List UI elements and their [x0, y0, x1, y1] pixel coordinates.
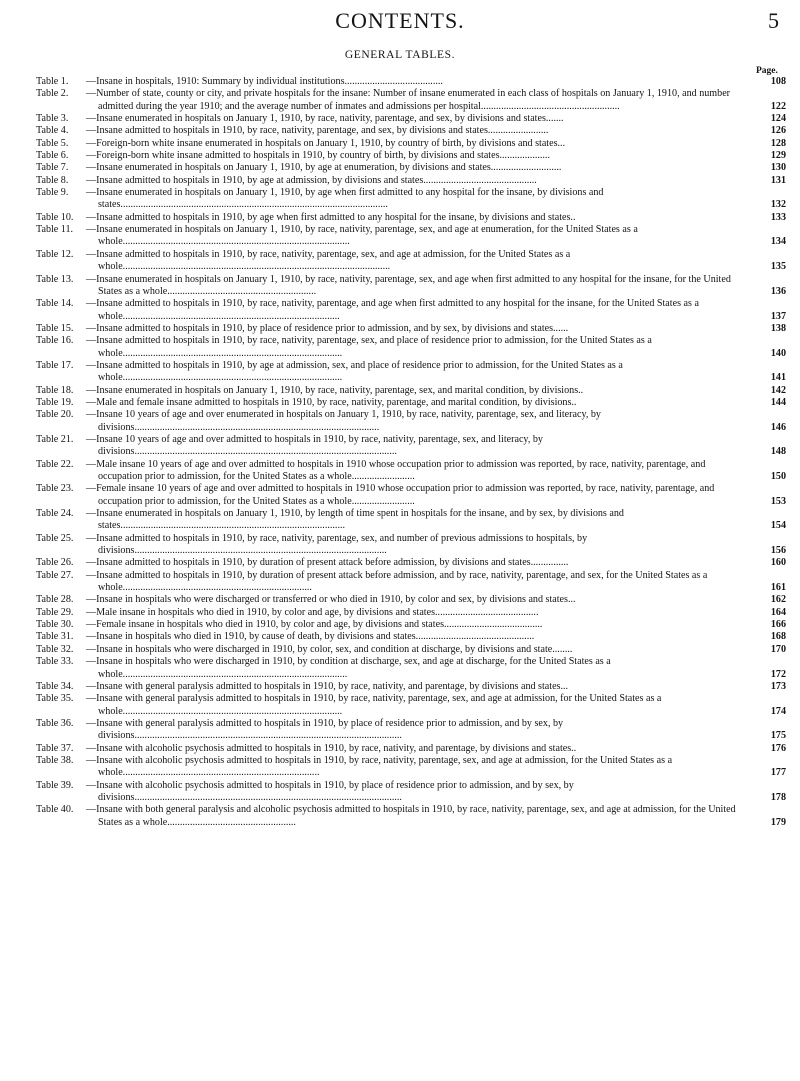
- page-reference: 179: [770, 816, 786, 828]
- toc-entry: [36, 594, 794, 606]
- table-description: —Insane admitted to hospitals in 1910, by race, nativity, parentage, sex, and place of residence prior to admission, for the United States as a whole.......................................................................................: [86, 335, 652, 359]
- table-label: Table 39.: [36, 779, 74, 791]
- page-reference: 135: [770, 261, 786, 273]
- table-description: —Insane in hospitals who were discharged in 1910, by color, sex, and condition at discharge, by divisions and state........: [86, 643, 573, 655]
- table-label: Table 36.: [36, 717, 74, 729]
- table-description: —Insane admitted to hospitals in 1910, by race, nativity, parentage, sex, and age at admission, for the United States as a whole..........................................................................................................: [86, 248, 571, 273]
- toc-entry: [36, 631, 794, 643]
- toc-entry: [36, 323, 794, 335]
- table-label: Table 10.: [36, 211, 74, 223]
- table-description: —Insane enumerated in hospitals on January 1, 1910, by race, nativity, parentage, and sex, by divisions and states.......: [86, 113, 564, 125]
- table-description: —Insane admitted to hospitals in 1910, by age at admission, sex, and place of residence prior to admission, for the United States as a whole.......................................................................................: [86, 359, 623, 384]
- page-header: [0, 0, 800, 40]
- page-reference: 132: [770, 199, 786, 211]
- table-label: Table 34.: [36, 680, 74, 692]
- page-reference: 174: [770, 705, 786, 717]
- page-reference: 161: [770, 582, 786, 594]
- toc-entry: [36, 385, 794, 397]
- table-description: —Male insane 10 years of age and over admitted to hospitals in 1910 whose occupation prior to admission was reported, by race, nativity, parentage, and occupation prior to admission, for the United States as a whole.........................: [86, 458, 706, 482]
- toc-entry: [36, 656, 794, 681]
- page-reference: 176: [770, 742, 786, 754]
- page-number: 5: [768, 8, 779, 33]
- page-reference: 136: [770, 285, 786, 297]
- table-label: Table 30.: [36, 619, 74, 631]
- toc-entry: [36, 459, 794, 484]
- toc-entry: [36, 335, 794, 360]
- table-label: Table 11.: [36, 224, 74, 236]
- page-reference: 154: [770, 520, 786, 532]
- table-label: Table 4.: [36, 125, 69, 137]
- toc-entry: [36, 508, 794, 533]
- toc-entry: [36, 718, 794, 743]
- toc-entry: [36, 693, 794, 718]
- page-reference: 153: [770, 495, 786, 507]
- page-reference: 170: [770, 643, 786, 655]
- page-reference: 130: [770, 162, 786, 174]
- table-description: —Insane enumerated in hospitals on January 1, 1910, by age at enumeration, by divisions and states............................: [86, 162, 562, 174]
- page-reference: 156: [770, 545, 786, 557]
- table-label: Table 12.: [36, 248, 74, 260]
- table-label: Table 32.: [36, 643, 74, 655]
- table-description: —Insane enumerated in hospitals on January 1, 1910, by race, nativity, parentage, sex, and age at enumeration, for the United States as a whole..........................................................................................: [86, 224, 638, 248]
- toc-entry: [36, 125, 794, 137]
- toc-entry: [36, 557, 794, 569]
- table-description: —Insane enumerated in hospitals on January 1, 1910, by length of time spent in hospitals for the insane, and by sex, by divisions and states.........................................................................................: [86, 508, 624, 532]
- page-reference: 129: [770, 150, 786, 162]
- table-label: Table 31.: [36, 631, 74, 643]
- table-label: Table 25.: [36, 532, 74, 544]
- table-description: —Insane with both general paralysis and alcoholic psychosis admitted to hospitals in 1910, by race, nativity, parentage, sex, and age at admission, for the United States as a whole...................................................: [86, 804, 736, 828]
- page-reference: 177: [770, 767, 786, 779]
- page-reference: 137: [770, 310, 786, 322]
- table-label: Table 14.: [36, 298, 74, 310]
- page-reference: 160: [770, 557, 786, 569]
- table-label: Table 2.: [36, 88, 69, 100]
- table-description: —Insane 10 years of age and over enumerated in hospitals on January 1, 1910, by race, nativity, parentage, sex, and literacy, by divisions.................................................................................................: [86, 409, 601, 433]
- page-reference: 164: [770, 606, 786, 618]
- table-label: Table 9.: [36, 187, 69, 199]
- table-description: —Insane enumerated in hospitals on January 1, 1910, by race, nativity, parentage, sex, and age when first admitted to any hospital for the insane, for the United States as a whole...........................................................: [86, 273, 731, 297]
- toc-entry: [36, 619, 794, 631]
- page-reference: 138: [770, 322, 786, 334]
- table-description: —Insane in hospitals who were discharged in 1910, by condition at discharge, sex, and age at discharge, for the United States as a whole.........................................................................................: [86, 656, 611, 680]
- page-reference: 134: [770, 236, 786, 248]
- toc-entry: [36, 483, 794, 508]
- page-reference: 146: [770, 421, 786, 433]
- toc-entry: [36, 76, 794, 88]
- page-reference: 126: [770, 125, 786, 137]
- table-label: Table 38.: [36, 754, 74, 766]
- table-description: —Female insane 10 years of age and over admitted to hospitals in 1910 whose occupation prior to admission was reported, by race, nativity, parentage, and occupation prior to admission, for the United States as a whole.........................: [86, 483, 715, 507]
- toc-entry: [36, 434, 794, 459]
- table-description: —Insane in hospitals who died in 1910, by cause of death, by divisions and states...............................................: [86, 631, 535, 643]
- page-reference: 128: [770, 137, 786, 149]
- table-description: —Insane in hospitals, 1910: Summary by individual institutions.......................................: [86, 76, 443, 87]
- table-description: —Insane with general paralysis admitted to hospitals in 1910, by place of residence prior to admission, and by sex, by divisions..........................................................................................................: [86, 717, 564, 742]
- table-of-contents: [36, 76, 794, 829]
- table-label: Table 5.: [36, 137, 69, 149]
- table-description: —Insane enumerated in hospitals on January 1, 1910, by age when first admitted to any hospital for the insane, by divisions and states..........................................................................................................: [86, 187, 604, 211]
- table-description: —Insane admitted to hospitals in 1910, by age at admission, by divisions and states.............................................: [86, 174, 537, 186]
- page-reference: 175: [770, 730, 786, 742]
- table-label: Table 29.: [36, 606, 74, 618]
- toc-entry: [36, 533, 794, 558]
- page-reference: 148: [770, 446, 786, 458]
- table-description: —Insane admitted to hospitals in 1910, by duration of present attack before admission, and by race, nativity, parentage, and sex, for the United States as a whole...........................................................................: [86, 569, 708, 594]
- page-reference: 124: [770, 113, 786, 125]
- toc-entry: [36, 113, 794, 125]
- table-label: Table 40.: [36, 804, 74, 816]
- table-label: Table 20.: [36, 409, 74, 421]
- toc-entry: [36, 249, 794, 274]
- table-label: Table 33.: [36, 656, 74, 668]
- table-description: —Insane with general paralysis admitted to hospitals in 1910, by race, nativity, and parentage, by divisions and states...: [86, 680, 569, 692]
- running-title: CONTENTS.: [335, 8, 465, 33]
- toc-entry: [36, 570, 794, 595]
- page-reference: 168: [770, 631, 786, 643]
- table-label: Table 7.: [36, 162, 69, 174]
- page-reference: 141: [770, 372, 786, 384]
- table-description: —Insane admitted to hospitals in 1910, by race, nativity, parentage, and age when first admitted to any hospital for the insane, for the United States as a whole......................................................................................: [86, 298, 699, 322]
- table-description: —Insane admitted to hospitals in 1910, by age when first admitted to any hospital for the insane, by divisions and states..: [86, 211, 576, 223]
- table-label: Table 19.: [36, 396, 74, 408]
- table-label: Table 26.: [36, 557, 74, 569]
- page-reference: 133: [770, 211, 786, 223]
- toc-entry: [36, 360, 794, 385]
- page-reference: 131: [770, 174, 786, 186]
- table-description: —Male and female insane admitted to hospitals in 1910, by race, nativity, parentage, and marital condition, by divisions..: [86, 396, 577, 408]
- table-description: —Female insane in hospitals who died in 1910, by color and age, by divisions and states.......................................: [86, 619, 543, 631]
- table-description: —Insane with alcoholic psychosis admitted to hospitals in 1910, by race, nativity, parentage, sex, and age at admission, for the United States as a whole..............................................................................: [86, 754, 673, 779]
- table-label: Table 18.: [36, 384, 74, 396]
- table-description: —Insane admitted to hospitals in 1910, by race, nativity, parentage, and sex, by divisions and states........................: [86, 125, 549, 137]
- toc-entry: [36, 743, 794, 755]
- toc-entry: [36, 409, 794, 434]
- table-description: —Male insane in hospitals who died in 1910, by color and age, by divisions and states.........................................: [86, 606, 539, 618]
- table-description: —Insane 10 years of age and over admitted to hospitals in 1910, by race, nativity, parentage, sex, and literacy, by divisions........................................................................................................: [86, 433, 543, 458]
- toc-entry: [36, 162, 794, 174]
- page-reference: 150: [770, 471, 786, 482]
- table-label: Table 37.: [36, 742, 74, 754]
- toc-entry: [36, 175, 794, 187]
- table-label: Table 15.: [36, 322, 74, 334]
- table-label: Table 27.: [36, 569, 74, 581]
- table-label: Table 16.: [36, 335, 74, 347]
- table-label: Table 23.: [36, 483, 74, 495]
- page-reference: 172: [770, 668, 786, 680]
- page-reference: 144: [770, 396, 786, 408]
- table-label: Table 35.: [36, 693, 74, 705]
- toc-entry: [36, 681, 794, 693]
- table-label: Table 8.: [36, 174, 69, 186]
- table-label: Table 6.: [36, 150, 69, 162]
- section-title: GENERAL TABLES.: [344, 49, 456, 61]
- table-description: —Number of state, county or city, and private hospitals for the insane: Number of insane enumerated in each class of hospitals on January 1, 1910, and number admitted during the year 1910; and the average number of inmates and admissions per hospital.......................................................: [86, 88, 731, 112]
- toc-entry: [36, 150, 794, 162]
- toc-entry: [36, 755, 794, 780]
- toc-entry: [36, 274, 794, 299]
- table-description: —Insane with general paralysis admitted to hospitals in 1910, by race, nativity, parentage, sex, and age at admission, for the United States as a whole.......................................................................................: [86, 693, 662, 717]
- page-reference: 166: [770, 619, 786, 631]
- page-column-label: Page.: [756, 66, 778, 76]
- toc-entry: [36, 607, 794, 619]
- toc-entry: [36, 212, 794, 224]
- table-label: Table 28.: [36, 594, 74, 606]
- page-reference: 173: [770, 680, 786, 692]
- toc-entry: [36, 224, 794, 249]
- table-label: Table 1.: [36, 76, 69, 87]
- table-label: Table 17.: [36, 359, 74, 371]
- page-reference: 122: [770, 100, 786, 112]
- toc-entry: [36, 88, 794, 113]
- toc-entry: [36, 187, 794, 212]
- table-description: —Foreign-born white insane admitted to hospitals in 1910, by country of birth, by divisions and states....................: [86, 150, 550, 162]
- page-reference: 142: [770, 384, 786, 396]
- toc-entry: [36, 298, 794, 323]
- table-description: —Insane with alcoholic psychosis admitted to hospitals in 1910, by place of residence prior to admission, and by sex, by divisions..........................................................................................................: [86, 779, 574, 803]
- table-label: Table 24.: [36, 508, 74, 520]
- table-label: Table 13.: [36, 273, 74, 285]
- toc-entry: [36, 644, 794, 656]
- toc-entry: [36, 138, 794, 150]
- table-label: Table 21.: [36, 433, 74, 445]
- table-description: —Insane admitted to hospitals in 1910, by place of residence prior to admission, and by sex, by divisions and states......: [86, 322, 569, 334]
- page-reference: 140: [770, 347, 786, 359]
- page-reference: 108: [770, 76, 786, 87]
- page-reference: 162: [770, 594, 786, 606]
- table-description: —Insane admitted to hospitals in 1910, by race, nativity, parentage, sex, and number of previous admissions to hospitals, by divisions....................................................................................................: [86, 532, 588, 557]
- table-label: Table 3.: [36, 113, 69, 125]
- table-label: Table 22.: [36, 458, 74, 470]
- toc-entry: [36, 397, 794, 409]
- toc-entry: [36, 804, 794, 829]
- table-description: —Insane enumerated in hospitals on January 1, 1910, by race, nativity, parentage, sex, and marital condition, by divisions..: [86, 384, 584, 396]
- table-description: —Foreign-born white insane enumerated in hospitals on January 1, 1910, by country of birth, by divisions and states...: [86, 137, 566, 149]
- toc-entry: [36, 780, 794, 805]
- table-description: —Insane admitted to hospitals in 1910, by duration of present attack before admission, by divisions and states...............: [86, 557, 569, 569]
- page-reference: 178: [770, 791, 786, 803]
- table-description: —Insane with alcoholic psychosis admitted to hospitals in 1910, by race, nativity, and parentage, by divisions and states..: [86, 742, 577, 754]
- table-description: —Insane in hospitals who were discharged or transferred or who died in 1910, by color and sex, by divisions and states...: [86, 594, 576, 606]
